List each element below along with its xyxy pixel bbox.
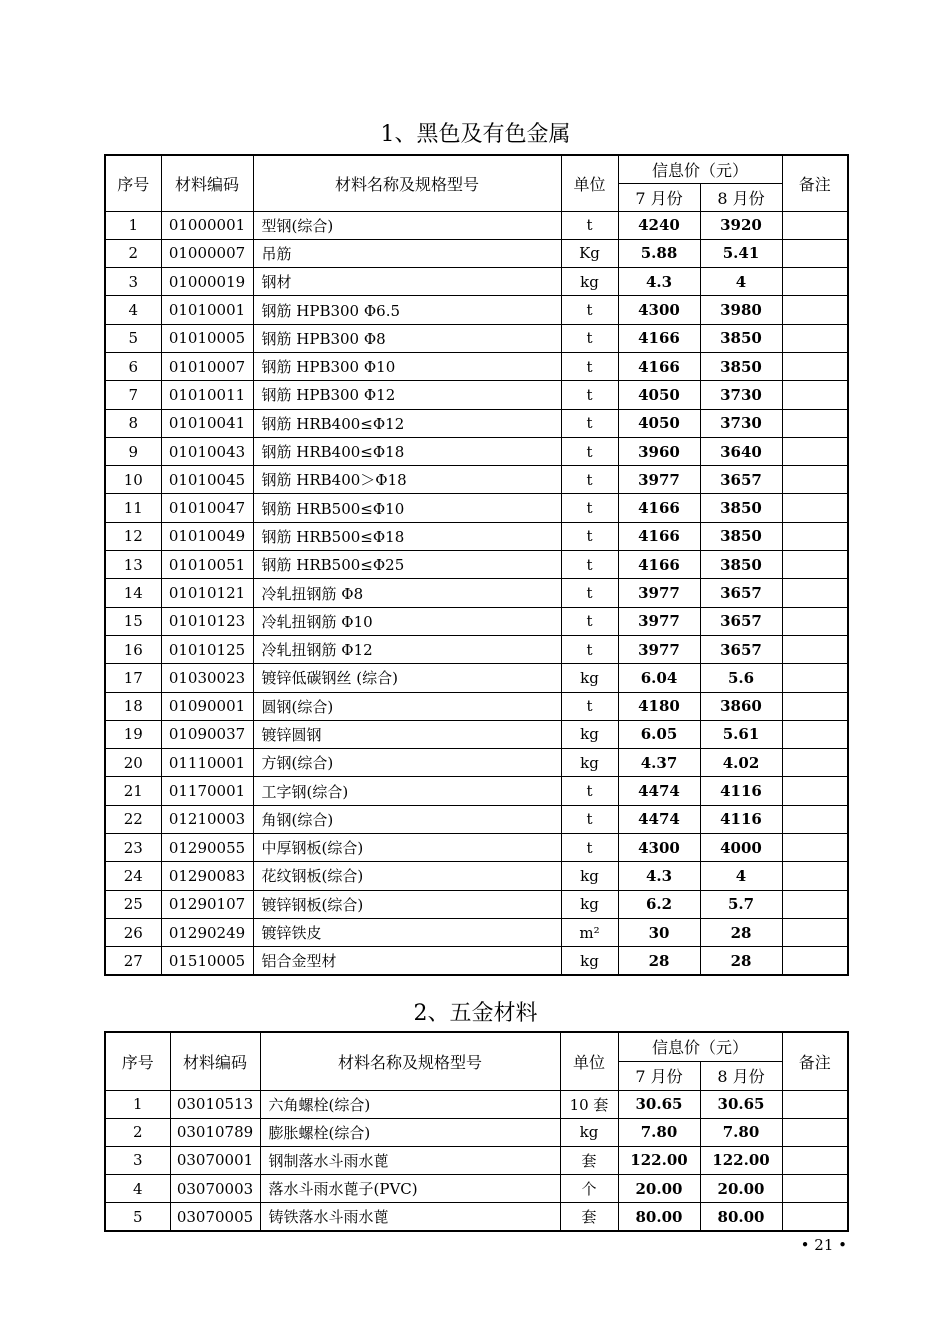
- cell-note: [782, 692, 848, 720]
- cell-price-july: 4.37: [618, 749, 700, 777]
- price-table-metals: [104, 154, 849, 976]
- cell-seq: 19: [105, 720, 161, 748]
- cell-price-august: 3850: [700, 522, 782, 550]
- cell-note: [782, 635, 848, 663]
- cell-seq: 4: [105, 296, 161, 324]
- cell-material-name: 镀锌铁皮: [253, 918, 561, 946]
- cell-note: [782, 409, 848, 437]
- cell-unit: Kg: [561, 239, 618, 267]
- cell-material-name: 镀锌低碳钢丝 (综合): [253, 664, 561, 692]
- cell-price-august: 3860: [700, 692, 782, 720]
- cell-code: 03070001: [170, 1146, 260, 1174]
- cell-price-july: 80.00: [618, 1203, 700, 1231]
- cell-code: 01170001: [161, 777, 253, 805]
- cell-price-july: 4240: [618, 211, 700, 239]
- cell-price-july: 4474: [618, 805, 700, 833]
- cell-note: [782, 918, 848, 946]
- cell-unit: kg: [561, 890, 618, 918]
- table-row: [105, 1118, 848, 1146]
- table-row: [105, 1175, 848, 1203]
- cell-unit: t: [561, 437, 618, 465]
- cell-material-name: 型钢(综合): [253, 211, 561, 239]
- cell-price-july: 4166: [618, 522, 700, 550]
- cell-note: [782, 834, 848, 862]
- header-name: 材料名称及规格型号: [260, 1032, 560, 1090]
- header-note: 备注: [782, 155, 848, 211]
- table-row: [105, 635, 848, 663]
- cell-note: [782, 522, 848, 550]
- cell-material-name: 钢筋 HRB500≤Φ25: [253, 551, 561, 579]
- cell-material-name: 钢材: [253, 268, 561, 296]
- table-row: [105, 720, 848, 748]
- header-august: 8 月份: [700, 183, 782, 211]
- cell-seq: 8: [105, 409, 161, 437]
- cell-code: 01010125: [161, 635, 253, 663]
- cell-code: 01010049: [161, 522, 253, 550]
- cell-unit: 套: [560, 1146, 618, 1174]
- cell-code: 01110001: [161, 749, 253, 777]
- table-row: [105, 664, 848, 692]
- cell-unit: t: [561, 296, 618, 324]
- cell-note: [782, 664, 848, 692]
- table-row: [105, 522, 848, 550]
- cell-seq: 22: [105, 805, 161, 833]
- cell-code: 01010001: [161, 296, 253, 324]
- cell-price-july: 3977: [618, 579, 700, 607]
- cell-price-august: 122.00: [700, 1146, 782, 1174]
- cell-unit: m²: [561, 918, 618, 946]
- cell-seq: 11: [105, 494, 161, 522]
- cell-price-july: 3960: [618, 437, 700, 465]
- cell-price-july: 30.65: [618, 1090, 700, 1118]
- cell-seq: 5: [105, 324, 161, 352]
- cell-code: 01010005: [161, 324, 253, 352]
- cell-code: 01290249: [161, 918, 253, 946]
- cell-price-august: 28: [700, 947, 782, 975]
- table-row: [105, 239, 848, 267]
- cell-price-july: 3977: [618, 635, 700, 663]
- header-unit: 单位: [560, 1032, 618, 1090]
- cell-material-name: 冷轧扭钢筋 Φ12: [253, 635, 561, 663]
- table-row: [105, 211, 848, 239]
- cell-note: [782, 296, 848, 324]
- cell-code: 03010789: [170, 1118, 260, 1146]
- table-row: [105, 579, 848, 607]
- cell-price-july: 5.88: [618, 239, 700, 267]
- cell-price-july: 4.3: [618, 268, 700, 296]
- cell-material-name: 花纹钢板(综合): [253, 862, 561, 890]
- cell-price-august: 3730: [700, 381, 782, 409]
- cell-code: 01090037: [161, 720, 253, 748]
- cell-seq: 23: [105, 834, 161, 862]
- cell-code: 01010007: [161, 352, 253, 380]
- cell-note: [782, 268, 848, 296]
- cell-note: [782, 720, 848, 748]
- cell-note: [782, 805, 848, 833]
- cell-unit: t: [561, 324, 618, 352]
- cell-seq: 4: [105, 1175, 170, 1203]
- header-seq: 序号: [105, 1032, 170, 1090]
- cell-unit: kg: [560, 1118, 618, 1146]
- cell-unit: kg: [561, 947, 618, 975]
- cell-seq: 15: [105, 607, 161, 635]
- table-row: [105, 862, 848, 890]
- cell-price-august: 3657: [700, 579, 782, 607]
- cell-material-name: 钢筋 HRB400≤Φ18: [253, 437, 561, 465]
- cell-unit: t: [561, 607, 618, 635]
- cell-price-july: 4166: [618, 494, 700, 522]
- cell-note: [782, 1118, 848, 1146]
- table-row: [105, 777, 848, 805]
- cell-price-july: 3977: [618, 466, 700, 494]
- cell-unit: t: [561, 409, 618, 437]
- cell-code: 01000001: [161, 211, 253, 239]
- cell-price-august: 3980: [700, 296, 782, 324]
- cell-price-august: 30.65: [700, 1090, 782, 1118]
- cell-note: [782, 239, 848, 267]
- table-row: [105, 466, 848, 494]
- cell-price-august: 28: [700, 918, 782, 946]
- cell-unit: t: [561, 579, 618, 607]
- cell-note: [782, 381, 848, 409]
- cell-seq: 3: [105, 268, 161, 296]
- table-row: [105, 918, 848, 946]
- cell-note: [782, 1203, 848, 1231]
- cell-material-name: 钢制落水斗雨水蓖: [260, 1146, 560, 1174]
- cell-unit: t: [561, 522, 618, 550]
- cell-note: [782, 551, 848, 579]
- cell-note: [782, 1090, 848, 1118]
- cell-price-july: 4300: [618, 296, 700, 324]
- cell-price-august: 3657: [700, 466, 782, 494]
- cell-code: 01000007: [161, 239, 253, 267]
- cell-seq: 12: [105, 522, 161, 550]
- cell-material-name: 落水斗雨水蓖子(PVC): [260, 1175, 560, 1203]
- cell-price-july: 6.05: [618, 720, 700, 748]
- table-row: [105, 1146, 848, 1174]
- cell-unit: t: [561, 692, 618, 720]
- table-row: [105, 352, 848, 380]
- cell-price-july: 4474: [618, 777, 700, 805]
- cell-price-august: 5.61: [700, 720, 782, 748]
- cell-material-name: 镀锌圆钢: [253, 720, 561, 748]
- cell-seq: 20: [105, 749, 161, 777]
- header-price-group: 信息价（元）: [618, 1032, 782, 1061]
- cell-price-august: 3850: [700, 494, 782, 522]
- cell-seq: 1: [105, 211, 161, 239]
- cell-unit: t: [561, 466, 618, 494]
- header-code: 材料编码: [170, 1032, 260, 1090]
- page-number: • 21 •: [800, 1236, 847, 1254]
- cell-price-august: 4: [700, 862, 782, 890]
- cell-unit: t: [561, 494, 618, 522]
- cell-price-july: 7.80: [618, 1118, 700, 1146]
- cell-unit: 个: [560, 1175, 618, 1203]
- table-row: [105, 834, 848, 862]
- cell-seq: 5: [105, 1203, 170, 1231]
- cell-material-name: 工字钢(综合): [253, 777, 561, 805]
- cell-price-july: 4050: [618, 409, 700, 437]
- header-seq: 序号: [105, 155, 161, 211]
- cell-code: 03010513: [170, 1090, 260, 1118]
- cell-price-august: 3730: [700, 409, 782, 437]
- cell-seq: 3: [105, 1146, 170, 1174]
- table-body-metals: [105, 211, 848, 975]
- table-body-hardware: [105, 1090, 848, 1231]
- cell-price-july: 4166: [618, 551, 700, 579]
- cell-note: [782, 749, 848, 777]
- cell-code: 01290055: [161, 834, 253, 862]
- cell-seq: 21: [105, 777, 161, 805]
- cell-code: 01210003: [161, 805, 253, 833]
- header-price-group: 信息价（元）: [618, 155, 782, 183]
- cell-code: 01010121: [161, 579, 253, 607]
- cell-material-name: 钢筋 HPB300 Φ8: [253, 324, 561, 352]
- table-row: [105, 381, 848, 409]
- table-row: [105, 749, 848, 777]
- cell-price-august: 4116: [700, 805, 782, 833]
- cell-material-name: 中厚钢板(综合): [253, 834, 561, 862]
- cell-seq: 27: [105, 947, 161, 975]
- table-row: [105, 805, 848, 833]
- cell-code: 01010123: [161, 607, 253, 635]
- cell-material-name: 六角螺栓(综合): [260, 1090, 560, 1118]
- cell-material-name: 钢筋 HRB500≤Φ10: [253, 494, 561, 522]
- cell-unit: t: [561, 635, 618, 663]
- cell-price-august: 4.02: [700, 749, 782, 777]
- cell-note: [782, 437, 848, 465]
- cell-material-name: 钢筋 HRB400＞Φ18: [253, 466, 561, 494]
- cell-price-july: 4166: [618, 324, 700, 352]
- cell-note: [782, 211, 848, 239]
- cell-price-july: 3977: [618, 607, 700, 635]
- header-july: 7 月份: [618, 183, 700, 211]
- cell-code: 03070003: [170, 1175, 260, 1203]
- cell-code: 01010041: [161, 409, 253, 437]
- cell-price-july: 30: [618, 918, 700, 946]
- table-row: [105, 296, 848, 324]
- cell-material-name: 方钢(综合): [253, 749, 561, 777]
- cell-price-july: 6.2: [618, 890, 700, 918]
- price-table-hardware: [104, 1031, 849, 1232]
- cell-note: [782, 1175, 848, 1203]
- cell-note: [782, 352, 848, 380]
- cell-price-august: 5.7: [700, 890, 782, 918]
- cell-code: 01290107: [161, 890, 253, 918]
- cell-seq: 2: [105, 1118, 170, 1146]
- cell-unit: kg: [561, 720, 618, 748]
- table-row: [105, 692, 848, 720]
- cell-seq: 2: [105, 239, 161, 267]
- cell-seq: 16: [105, 635, 161, 663]
- table-row: [105, 947, 848, 975]
- cell-code: 01000019: [161, 268, 253, 296]
- header-august: 8 月份: [700, 1061, 782, 1090]
- cell-price-july: 4.3: [618, 862, 700, 890]
- cell-unit: kg: [561, 862, 618, 890]
- cell-price-august: 4: [700, 268, 782, 296]
- cell-price-july: 122.00: [618, 1146, 700, 1174]
- cell-seq: 6: [105, 352, 161, 380]
- cell-material-name: 钢筋 HRB400≤Φ12: [253, 409, 561, 437]
- cell-material-name: 镀锌钢板(综合): [253, 890, 561, 918]
- cell-price-august: 4000: [700, 834, 782, 862]
- table-row: [105, 268, 848, 296]
- cell-code: 01010043: [161, 437, 253, 465]
- header-unit: 单位: [561, 155, 618, 211]
- table-row: [105, 1203, 848, 1231]
- table-row: [105, 551, 848, 579]
- cell-note: [782, 890, 848, 918]
- cell-material-name: 冷轧扭钢筋 Φ8: [253, 579, 561, 607]
- cell-material-name: 角钢(综合): [253, 805, 561, 833]
- cell-seq: 24: [105, 862, 161, 890]
- cell-seq: 25: [105, 890, 161, 918]
- section-title-ferrous-nonferrous-metals: 1、黑色及有色金属: [380, 122, 571, 147]
- cell-material-name: 圆钢(综合): [253, 692, 561, 720]
- cell-price-august: 5.6: [700, 664, 782, 692]
- cell-seq: 1: [105, 1090, 170, 1118]
- cell-note: [782, 1146, 848, 1174]
- cell-code: 01010051: [161, 551, 253, 579]
- cell-note: [782, 494, 848, 522]
- cell-seq: 7: [105, 381, 161, 409]
- cell-seq: 9: [105, 437, 161, 465]
- cell-price-august: 5.41: [700, 239, 782, 267]
- cell-code: 01010011: [161, 381, 253, 409]
- cell-price-august: 4116: [700, 777, 782, 805]
- cell-seq: 13: [105, 551, 161, 579]
- cell-unit: t: [561, 352, 618, 380]
- section-title-hardware-materials: 2、五金材料: [413, 1001, 538, 1026]
- cell-material-name: 钢筋 HRB500≤Φ18: [253, 522, 561, 550]
- table-row: [105, 607, 848, 635]
- cell-price-august: 80.00: [700, 1203, 782, 1231]
- cell-price-august: 3920: [700, 211, 782, 239]
- cell-unit: kg: [561, 749, 618, 777]
- cell-code: 01510005: [161, 947, 253, 975]
- cell-seq: 17: [105, 664, 161, 692]
- cell-code: 01010047: [161, 494, 253, 522]
- cell-material-name: 钢筋 HPB300 Φ6.5: [253, 296, 561, 324]
- cell-code: 01090001: [161, 692, 253, 720]
- table-row: [105, 1090, 848, 1118]
- cell-price-july: 6.04: [618, 664, 700, 692]
- table-row: [105, 409, 848, 437]
- cell-price-august: 3657: [700, 635, 782, 663]
- cell-unit: kg: [561, 664, 618, 692]
- cell-unit: t: [561, 777, 618, 805]
- cell-code: 03070005: [170, 1203, 260, 1231]
- cell-price-august: 3640: [700, 437, 782, 465]
- cell-unit: t: [561, 551, 618, 579]
- cell-seq: 10: [105, 466, 161, 494]
- cell-price-august: 3657: [700, 607, 782, 635]
- cell-price-july: 4166: [618, 352, 700, 380]
- cell-material-name: 铸铁落水斗雨水蓖: [260, 1203, 560, 1231]
- cell-material-name: 钢筋 HPB300 Φ12: [253, 381, 561, 409]
- header-code: 材料编码: [161, 155, 253, 211]
- header-note: 备注: [782, 1032, 848, 1090]
- cell-unit: t: [561, 805, 618, 833]
- cell-unit: 套: [560, 1203, 618, 1231]
- cell-material-name: 钢筋 HPB300 Φ10: [253, 352, 561, 380]
- cell-price-august: 20.00: [700, 1175, 782, 1203]
- cell-price-july: 4050: [618, 381, 700, 409]
- cell-note: [782, 324, 848, 352]
- cell-price-july: 4300: [618, 834, 700, 862]
- cell-price-july: 20.00: [618, 1175, 700, 1203]
- cell-material-name: 铝合金型材: [253, 947, 561, 975]
- cell-price-august: 3850: [700, 324, 782, 352]
- cell-note: [782, 777, 848, 805]
- cell-price-august: 3850: [700, 352, 782, 380]
- table-row: [105, 437, 848, 465]
- cell-code: 01290083: [161, 862, 253, 890]
- cell-code: 01030023: [161, 664, 253, 692]
- cell-price-august: 3850: [700, 551, 782, 579]
- cell-unit: t: [561, 211, 618, 239]
- cell-note: [782, 607, 848, 635]
- table-row: [105, 324, 848, 352]
- cell-price-july: 28: [618, 947, 700, 975]
- cell-material-name: 吊筋: [253, 239, 561, 267]
- cell-unit: t: [561, 381, 618, 409]
- cell-material-name: 膨胀螺栓(综合): [260, 1118, 560, 1146]
- cell-seq: 18: [105, 692, 161, 720]
- table-row: [105, 890, 848, 918]
- cell-note: [782, 947, 848, 975]
- table-row: [105, 494, 848, 522]
- cell-unit: t: [561, 834, 618, 862]
- cell-note: [782, 466, 848, 494]
- cell-code: 01010045: [161, 466, 253, 494]
- cell-price-august: 7.80: [700, 1118, 782, 1146]
- cell-note: [782, 579, 848, 607]
- cell-note: [782, 862, 848, 890]
- header-july: 7 月份: [618, 1061, 700, 1090]
- cell-unit: 10 套: [560, 1090, 618, 1118]
- cell-price-july: 4180: [618, 692, 700, 720]
- cell-seq: 26: [105, 918, 161, 946]
- cell-unit: kg: [561, 268, 618, 296]
- header-name: 材料名称及规格型号: [253, 155, 561, 211]
- cell-material-name: 冷轧扭钢筋 Φ10: [253, 607, 561, 635]
- cell-seq: 14: [105, 579, 161, 607]
